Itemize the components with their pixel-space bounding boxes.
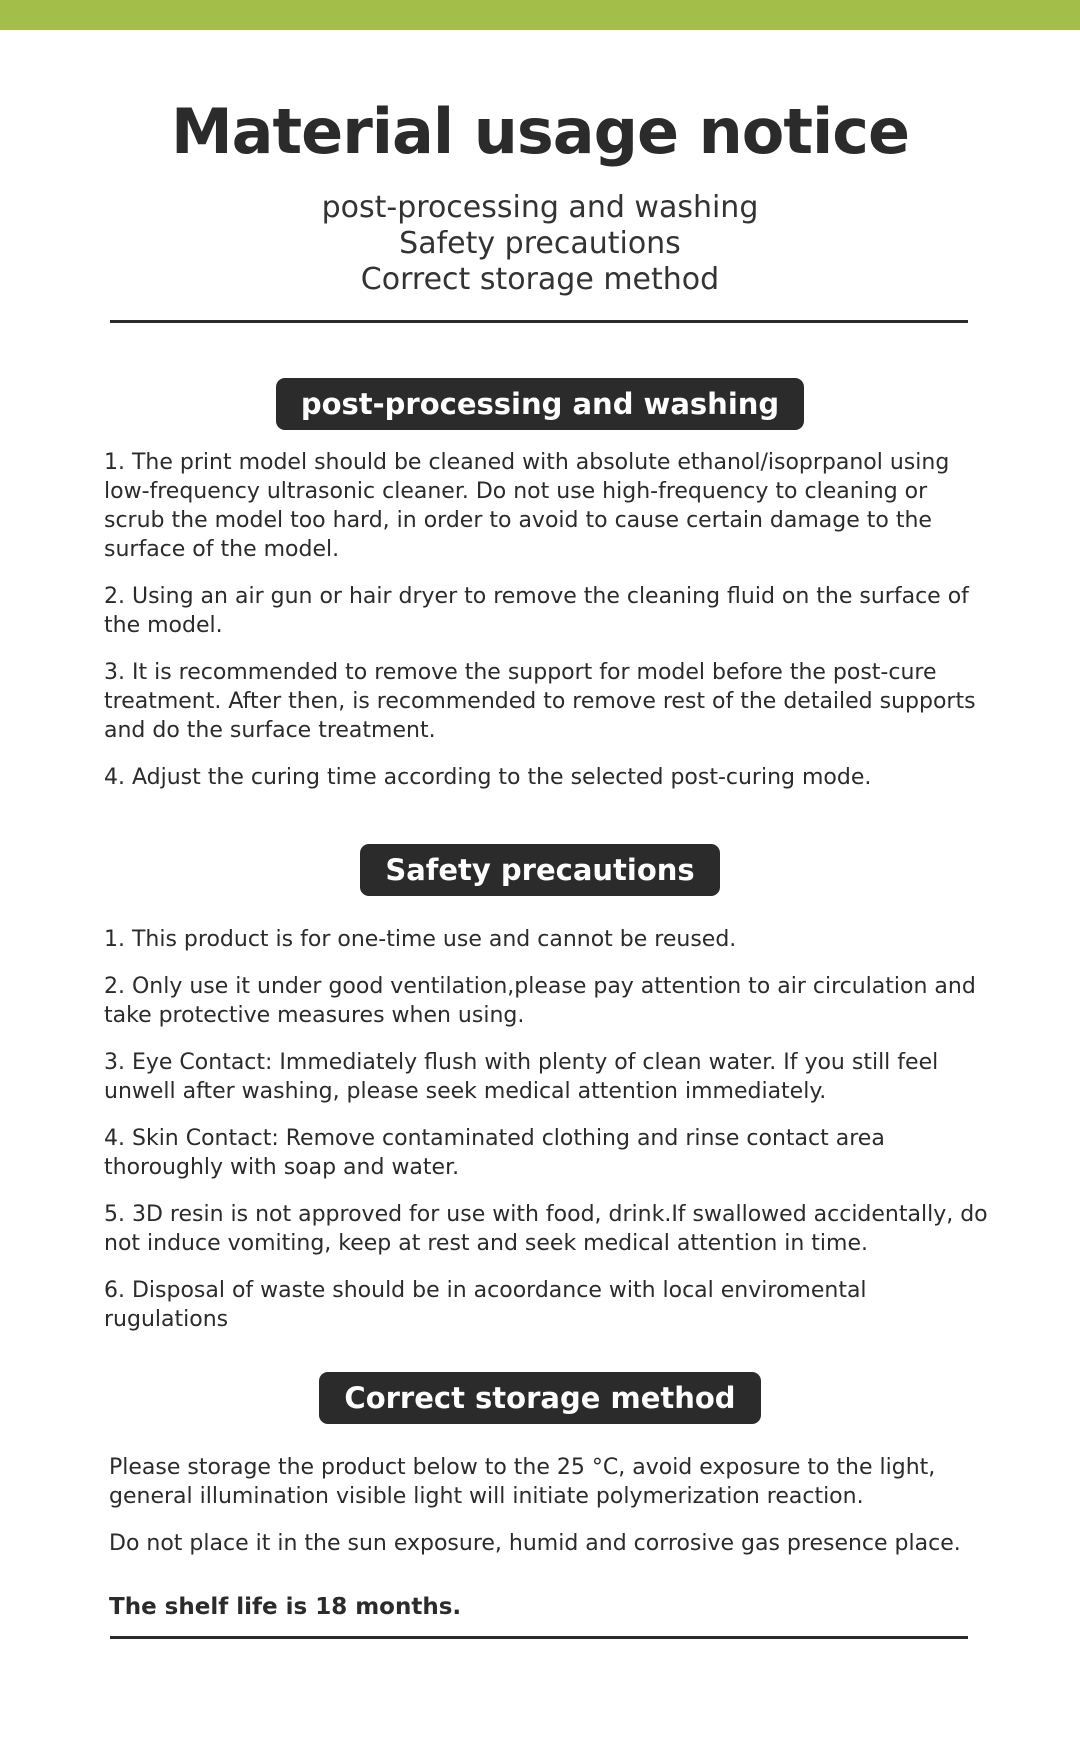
section-heading-safety: Safety precautions (360, 844, 719, 896)
bottom-divider (110, 1636, 968, 1639)
section-storage (109, 1453, 999, 1576)
section-heading-wrap-storage (0, 1372, 1080, 1424)
section-heading-wrap-safety (0, 844, 1080, 896)
list-item: 4. Adjust the curing time according to the selected post-curing mode. (104, 765, 872, 790)
list-item: 4. Skin Contact: Remove contaminated clothing and rinse contact area thoroughly with soap and water. (104, 1126, 885, 1180)
list-item: 3. It is recommended to remove the support for model before the post-cure treatment. After then, is recommended to remove rest of the detailed supports and do the surface treatment. (104, 660, 976, 743)
section-heading-post-processing: post-processing and washing (276, 378, 804, 430)
section-heading-wrap-post-processing (0, 378, 1080, 430)
top-accent-bar (0, 0, 1080, 30)
list-item: Do not place it in the sun exposure, humid and corrosive gas presence place. (109, 1531, 961, 1556)
subtitle-storage: Correct storage method (360, 262, 720, 297)
section-safety (104, 925, 994, 1352)
subtitle-safety: Safety precautions (399, 226, 681, 261)
subtitle-post-processing: post-processing and washing (321, 190, 759, 225)
list-item: 6. Disposal of waste should be in acoordance with local enviromental rugulations (104, 1278, 867, 1332)
list-item: Please storage the product below to the 25 °C, avoid exposure to the light, general illumination visible light will initiate polymerization reaction. (109, 1455, 936, 1509)
shelf-life-note: The shelf life is 18 months. (109, 1594, 462, 1620)
section-post-processing (104, 448, 994, 810)
list-item: 2. Only use it under good ventilation,please pay attention to air circulation and take protective measures when using. (104, 974, 976, 1028)
subtitle-list (0, 190, 1080, 298)
list-item: 1. The print model should be cleaned with absolute ethanol/isoprpanol using low-frequency ultrasonic cleaner. Do not use high-frequency to cleaning or scrub the model too hard, in order to avoid to cause certain damage to the surface of the model. (104, 450, 950, 562)
section-heading-storage: Correct storage method (319, 1372, 760, 1424)
list-item: 2. Using an air gun or hair dryer to remove the cleaning fluid on the surface of the model. (104, 584, 969, 638)
page-title: Material usage notice (170, 95, 910, 168)
list-item: 5. 3D resin is not approved for use with food, drink.If swallowed accidentally, do not induce vomiting, keep at rest and seek medical attention in time. (104, 1202, 988, 1256)
list-item: 1. This product is for one-time use and cannot be reused. (104, 927, 737, 952)
top-divider (110, 320, 968, 323)
list-item: 3. Eye Contact: Immediately flush with plenty of clean water. If you still feel unwell after washing, please seek medical attention immediately. (104, 1050, 939, 1104)
